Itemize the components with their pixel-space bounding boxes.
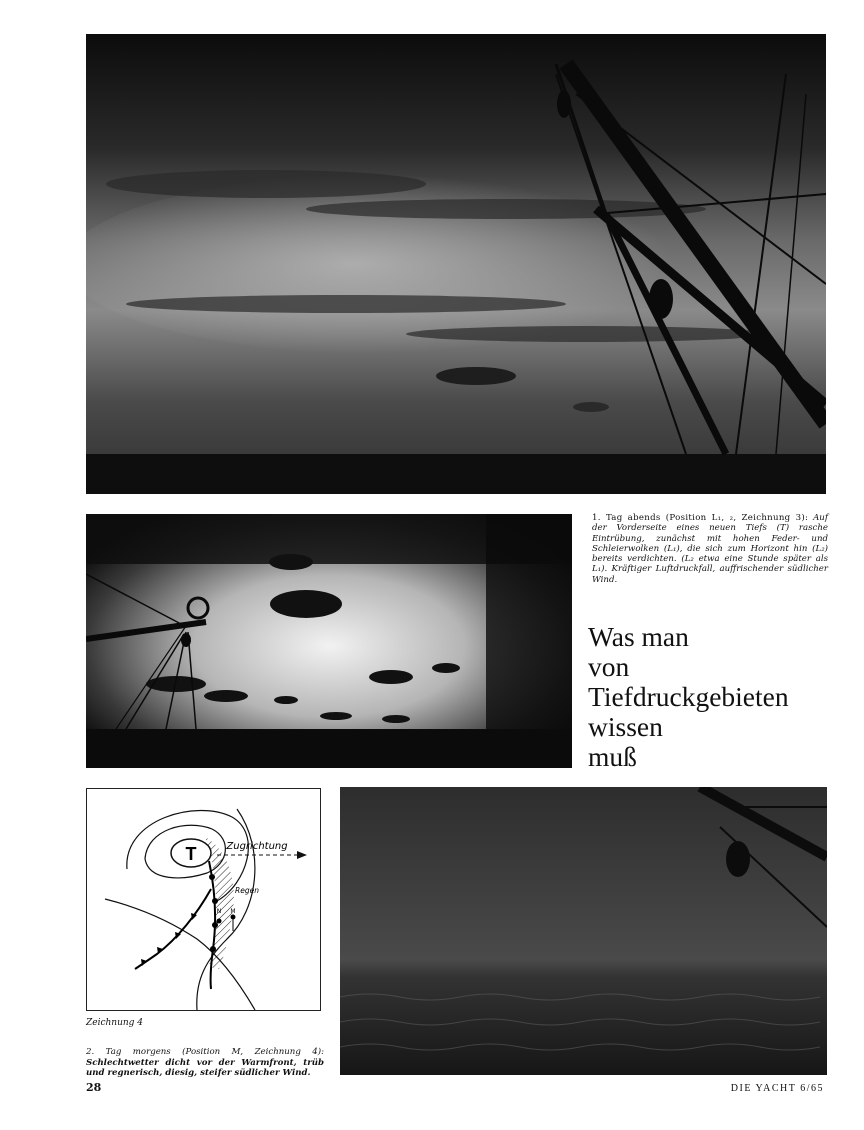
direction-label: Zugrichtung	[226, 841, 288, 852]
caption-evening-body: Auf der Vorderseite eines neuen Tiefs (T) rasche Eintrübung, zunächst mit hohen Feder- und Schleierwolken (L₁), die sich zum Horizont hin (L₂) bereits verdichten. (L₂ etwa eine Stunde später als L₁). Kräftiger Luftdruckfall, auffrischender südlicher Wind.	[592, 513, 829, 585]
headline-line-1: Was man	[588, 621, 689, 652]
article-headline	[588, 622, 848, 772]
headline-line-5: muß	[588, 741, 637, 772]
low-pressure-symbol: T	[185, 844, 197, 864]
headline-line-3: Tiefdruckgebieten	[588, 681, 789, 712]
caption-evening	[592, 513, 828, 585]
position-m-label: M	[230, 908, 236, 915]
magazine-issue: DIE YACHT 6/65	[730, 1083, 824, 1094]
caption-morning-body: Schlechtwetter dicht vor der Warmfront, trüb und regnerisch, diesig, steifer südlicher Wind.	[86, 1057, 324, 1079]
diagram-label: Zeichnung 4	[86, 1018, 144, 1028]
headline-line-4: wissen	[588, 711, 663, 742]
caption-evening-lead: 1. Tag abends (Position L₁, ₂, Zeichnung 3):	[592, 513, 809, 523]
photo-clouds-mast	[86, 514, 572, 768]
photo-grey-sea	[340, 787, 827, 1075]
page-number: 28	[86, 1081, 102, 1094]
weather-diagram	[86, 788, 321, 1011]
caption-morning	[86, 1047, 324, 1079]
position-n-label: N	[216, 908, 222, 915]
rain-label: Regen	[235, 886, 259, 895]
photo-evening-sky-rigging	[86, 34, 826, 494]
headline-line-2: von	[588, 651, 630, 682]
caption-morning-lead: 2. Tag morgens (Position M, Zeichnung 4):	[86, 1047, 324, 1057]
